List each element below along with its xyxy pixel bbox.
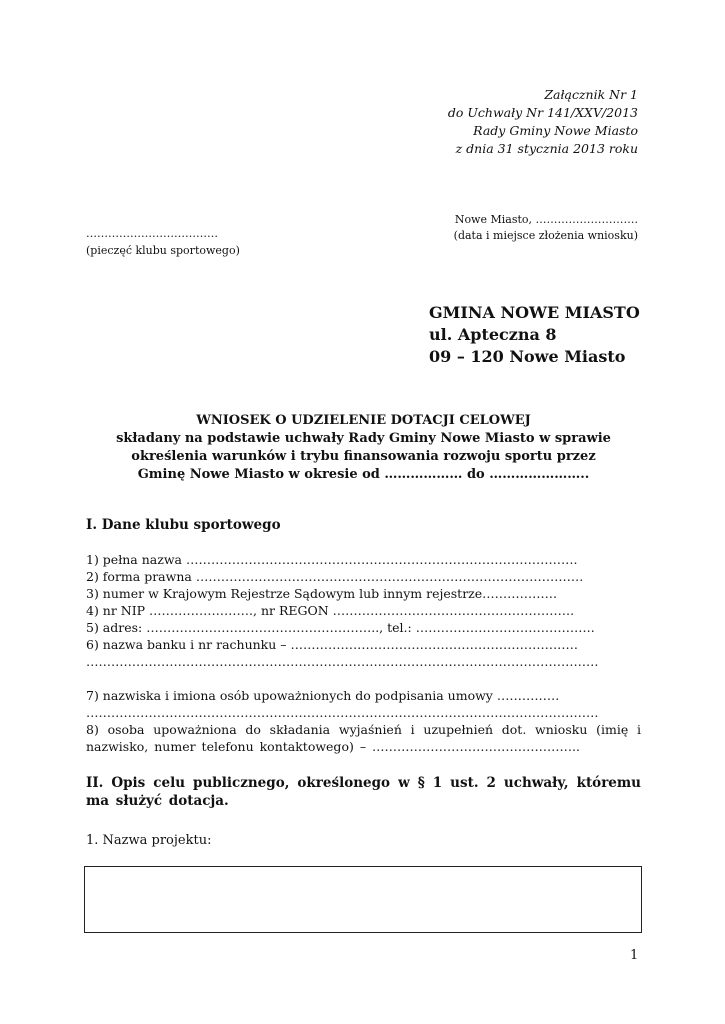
title-line-4: Gminę Nowe Miasto w okresie od ……………… do ………………….. — [137, 467, 590, 482]
field-authorized-signers: 7) nazwiska i imiona osób upoważnionych do podpisania umowy …………… — [86, 688, 560, 703]
attachment-line-3: Rady Gminy Nowe Miasto — [473, 123, 638, 138]
project-name-box[interactable] — [84, 866, 642, 933]
recipient-address — [429, 302, 640, 368]
attachment-line-4: z dnia 31 stycznia 2013 roku — [455, 141, 638, 156]
field-contact-person: 8) osoba upoważniona do składania wyjaśnień i uzupełnień dot. wniosku (imię i nazwisko, numer telefonu kontaktowego) – ………………………………………….. — [86, 722, 641, 754]
recipient-street: ul. Apteczna 8 — [429, 325, 557, 344]
section-2-heading: II. Opis celu publicznego, określonego w § 1 ust. 2 uchwały, któremu ma służyć dotacja. — [86, 775, 641, 809]
stamp-caption: (pieczęć klubu sportowego) — [86, 244, 240, 257]
recipient-name: GMINA NOWE MIASTO — [429, 303, 640, 322]
title-line-2: składany na podstawie uchwały Rady Gminy Nowe Miasto w sprawie — [116, 431, 611, 446]
project-name-label: 1. Nazwa projektu: — [86, 833, 212, 848]
title-line-1: WNIOSEK O UDZIELENIE DOTACJI CELOWEJ — [196, 413, 531, 428]
place-date-value: Nowe Miasto, ………………………. — [454, 213, 638, 226]
stamp-dots: ……………………………… — [86, 227, 218, 240]
section-1-fields — [86, 551, 641, 755]
attachment-line-2: do Uchwały Nr 141/XXV/2013 — [447, 105, 638, 120]
field-bank-account-cont: …………………………………………………………………………………………………………… — [86, 654, 599, 669]
club-stamp-field — [86, 225, 240, 259]
place-date-caption: (data i miejsce złożenia wniosku) — [453, 229, 638, 242]
section-1-heading: I. Dane klubu sportowego — [86, 517, 281, 533]
attachment-line-1: Załącznik Nr 1 — [544, 87, 638, 102]
field-full-name: 1) pełna nazwa …………………………………………………………………………………. — [86, 552, 578, 567]
field-legal-form: 2) forma prawna ………………………………………………………………………………… — [86, 569, 584, 584]
title-line-3: określenia warunków i trybu finansowania rozwoju sportu przez — [131, 449, 596, 464]
recipient-city: 09 – 120 Nowe Miasto — [429, 347, 626, 366]
attachment-note — [448, 86, 638, 158]
document-title — [86, 412, 641, 484]
place-date-field — [454, 212, 638, 244]
field-nip-regon: 4) nr NIP ……………………., nr REGON …………………………………………………. — [86, 603, 575, 618]
field-krs-number: 3) numer w Krajowym Rejestrze Sądowym lub innym rejestrze……………… — [86, 586, 558, 601]
field-authorized-signers-cont: …………………………………………………………………………………………………………… — [86, 705, 599, 720]
page-number: 1 — [630, 948, 639, 963]
field-bank-account: 6) nazwa banku i nr rachunku – …………………………………………………………… — [86, 637, 578, 652]
field-address-phone: 5) adres: ……………………………………………….., tel.: ……………………………………. — [86, 620, 595, 635]
